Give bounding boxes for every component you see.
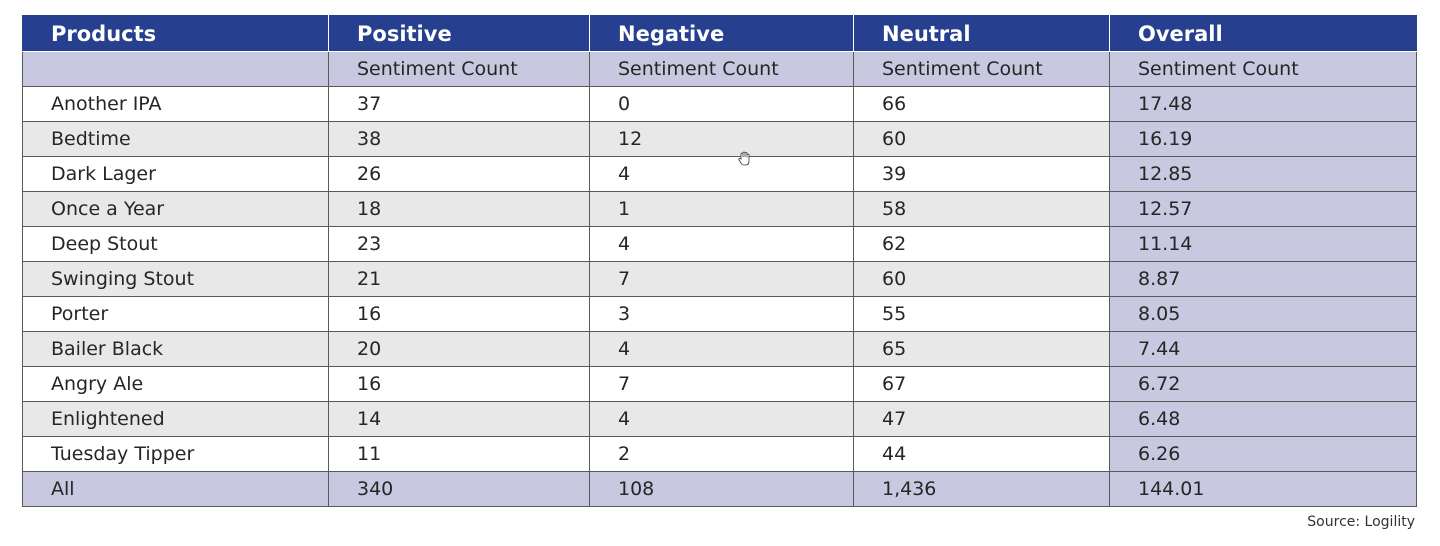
sentiment-table [22, 15, 1417, 507]
neutral-cell: 44 [854, 437, 1110, 472]
positive-cell: 16 [329, 297, 590, 332]
table-body [23, 87, 1417, 472]
neutral-cell: 58 [854, 192, 1110, 227]
neutral-cell: 60 [854, 262, 1110, 297]
total-row [23, 472, 1417, 507]
neutral-cell: 55 [854, 297, 1110, 332]
overall-cell: 8.05 [1110, 297, 1417, 332]
product-cell: Angry Ale [23, 367, 329, 402]
product-cell: Tuesday Tipper [23, 437, 329, 472]
negative-cell: 7 [590, 367, 854, 402]
overall-cell: 7.44 [1110, 332, 1417, 367]
negative-cell: 1 [590, 192, 854, 227]
negative-cell: 4 [590, 332, 854, 367]
overall-cell: 8.87 [1110, 262, 1417, 297]
table-row [23, 122, 1417, 157]
negative-cell: 0 [590, 87, 854, 122]
overall-cell: 12.85 [1110, 157, 1417, 192]
column-header-positive: Positive [329, 16, 590, 52]
hand-cursor-icon [737, 151, 753, 167]
table-row [23, 402, 1417, 437]
table-row [23, 367, 1417, 402]
neutral-cell: 65 [854, 332, 1110, 367]
negative-cell: 12 [590, 122, 854, 157]
column-header-negative: Negative [590, 16, 854, 52]
column-header-overall: Overall [1110, 16, 1417, 52]
neutral-cell: 67 [854, 367, 1110, 402]
table-row [23, 227, 1417, 262]
overall-cell: 6.72 [1110, 367, 1417, 402]
positive-cell: 20 [329, 332, 590, 367]
total-neutral-cell: 1,436 [854, 472, 1110, 507]
positive-cell: 21 [329, 262, 590, 297]
overall-cell: 12.57 [1110, 192, 1417, 227]
total-overall-cell: 144.01 [1110, 472, 1417, 507]
overall-cell: 11.14 [1110, 227, 1417, 262]
source-note: Source: Logility [1307, 514, 1415, 530]
table-row [23, 437, 1417, 472]
table-row [23, 262, 1417, 297]
positive-cell: 16 [329, 367, 590, 402]
neutral-cell: 47 [854, 402, 1110, 437]
subheader-row [23, 52, 1417, 87]
product-cell: Swinging Stout [23, 262, 329, 297]
neutral-cell: 66 [854, 87, 1110, 122]
product-cell: Another IPA [23, 87, 329, 122]
overall-cell: 6.26 [1110, 437, 1417, 472]
table-row [23, 87, 1417, 122]
product-cell: Dark Lager [23, 157, 329, 192]
overall-cell: 17.48 [1110, 87, 1417, 122]
column-header-neutral: Neutral [854, 16, 1110, 52]
negative-cell: 4 [590, 227, 854, 262]
neutral-cell: 39 [854, 157, 1110, 192]
product-cell: Enlightened [23, 402, 329, 437]
total-negative-cell: 108 [590, 472, 854, 507]
neutral-cell: 60 [854, 122, 1110, 157]
positive-cell: 14 [329, 402, 590, 437]
neutral-cell: 62 [854, 227, 1110, 262]
negative-cell: 7 [590, 262, 854, 297]
column-subheader-negative: Sentiment Count [590, 52, 854, 87]
table-row [23, 192, 1417, 227]
product-cell: Porter [23, 297, 329, 332]
table-row [23, 157, 1417, 192]
product-cell: Bedtime [23, 122, 329, 157]
negative-cell: 2 [590, 437, 854, 472]
overall-cell: 6.48 [1110, 402, 1417, 437]
overall-cell: 16.19 [1110, 122, 1417, 157]
positive-cell: 26 [329, 157, 590, 192]
positive-cell: 37 [329, 87, 590, 122]
table-row [23, 332, 1417, 367]
total-label-cell: All [23, 472, 329, 507]
column-header-products: Products [23, 16, 329, 52]
column-subheader-overall: Sentiment Count [1110, 52, 1417, 87]
positive-cell: 23 [329, 227, 590, 262]
positive-cell: 18 [329, 192, 590, 227]
negative-cell: 4 [590, 157, 854, 192]
positive-cell: 11 [329, 437, 590, 472]
positive-cell: 38 [329, 122, 590, 157]
column-subheader-positive: Sentiment Count [329, 52, 590, 87]
total-positive-cell: 340 [329, 472, 590, 507]
product-cell: Deep Stout [23, 227, 329, 262]
product-cell: Once a Year [23, 192, 329, 227]
table-row [23, 297, 1417, 332]
column-subheader-neutral: Sentiment Count [854, 52, 1110, 87]
column-subheader-products [23, 52, 329, 87]
negative-cell: 3 [590, 297, 854, 332]
negative-cell: 4 [590, 402, 854, 437]
product-cell: Bailer Black [23, 332, 329, 367]
header-row [23, 16, 1417, 52]
